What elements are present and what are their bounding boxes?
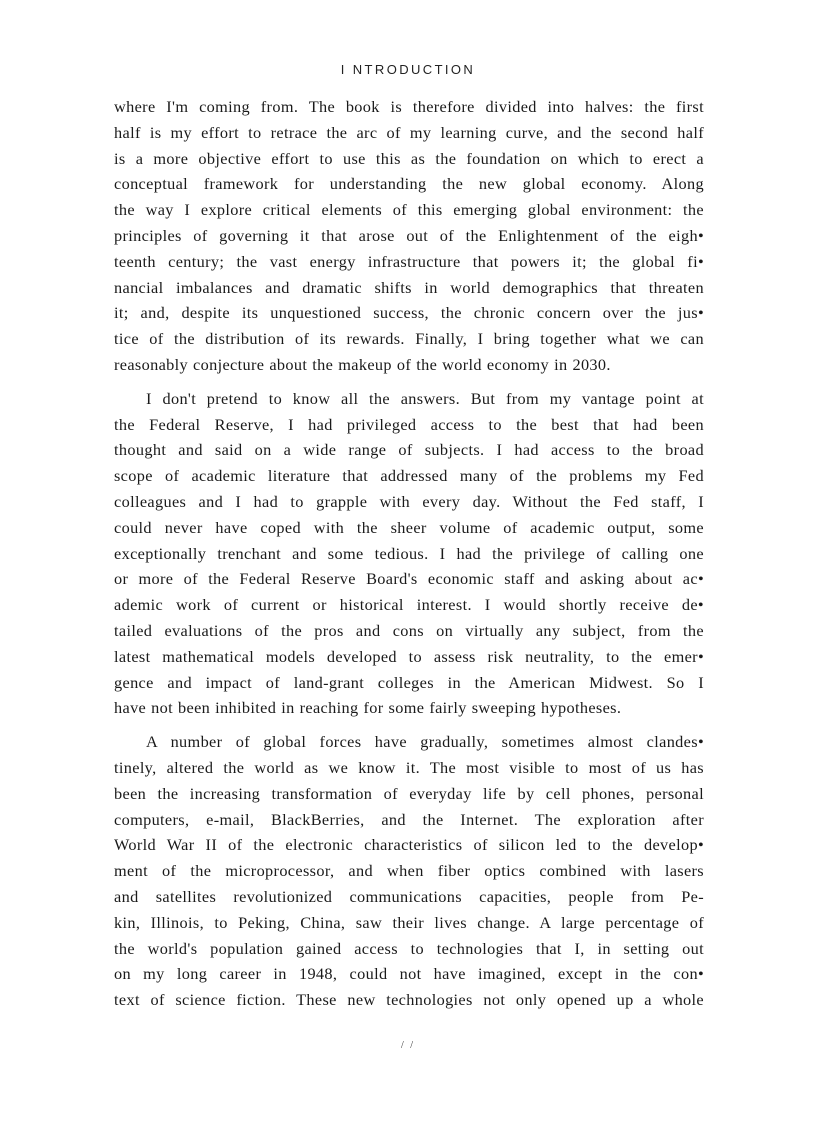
text-line: where I'm coming from. The book is therefore divided into halves: the first (114, 97, 704, 116)
text-line: A number of global forces have gradually, sometimes almost clandes• (146, 732, 704, 752)
text-line: the world's population gained access to technologies that I, in setting out (114, 938, 704, 958)
text-line: teenth century; the vast energy infrastructure that powers it; the global fi• (114, 251, 704, 271)
paragraph (114, 729, 704, 1013)
text-line: colleagues and I had to grapple with every day. Without the Fed staff, I (114, 491, 704, 511)
text-line: is a more objective effort to use this as the foundation on which to erect a (114, 148, 704, 168)
paragraph (114, 386, 704, 721)
running-head: I NTRODUCTION (340, 62, 476, 77)
text-line: exceptionally trenchant and some tedious. I had the privilege of calling one (114, 543, 704, 563)
text-line: thought and said on a wide range of subjects. I had access to the broad (114, 440, 704, 460)
text-line: or more of the Federal Reserve Board's economic staff and asking about ac• (114, 569, 704, 589)
text-line: I don't pretend to know all the answers. But from my vantage point at (146, 388, 704, 408)
text-line: nancial imbalances and dramatic shifts in world demographics that threaten (114, 277, 704, 297)
text-line: on my long career in 1948, could not have imagined, except in the con• (114, 964, 704, 984)
text-line: computers, e-mail, BlackBerries, and the Internet. The exploration after (114, 809, 704, 829)
text-line: kin, Illinois, to Peking, China, saw their lives change. A large percentage of (114, 912, 704, 932)
paragraph (114, 94, 704, 378)
page-number: / / (400, 1040, 416, 1051)
text-line: reasonably conjecture about the makeup of the world economy in 2030. (114, 354, 611, 374)
text-line: half is my effort to retrace the arc of my learning curve, and the second half (114, 122, 704, 142)
text-line: tinely, altered the world as we know it. The most visible to most of us has (114, 757, 704, 777)
text-line: tailed evaluations of the pros and cons on virtually any subject, from the (114, 620, 704, 640)
text-line: World War II of the electronic characteristics of silicon led to the develop• (114, 835, 704, 855)
text-line: tice of the distribution of its rewards. Finally, I bring together what we can (114, 329, 704, 349)
text-line: have not been inhibited in reaching for some fairly sweeping hypotheses. (114, 698, 622, 718)
text-line: the way I explore critical elements of this emerging global environment: the (114, 200, 704, 220)
text-line: the Federal Reserve, I had privileged access to the best that had been (114, 414, 704, 434)
text-line: ademic work of current or historical interest. I would shortly receive de• (114, 595, 704, 615)
text-line: gence and impact of land-grant colleges in the American Midwest. So I (114, 672, 704, 692)
text-line: ment of the microprocessor, and when fiber optics combined with lasers (114, 861, 704, 881)
text-line: it; and, despite its unquestioned success, the chronic concern over the jus• (114, 303, 704, 323)
text-line: text of science fiction. These new technologies not only opened up a whole (114, 990, 704, 1010)
text-line: been the increasing transformation of everyday life by cell phones, personal (114, 783, 704, 803)
body-text (114, 94, 704, 1021)
text-line: could never have coped with the sheer volume of academic output, some (114, 517, 704, 537)
text-line: scope of academic literature that addressed many of the problems my Fed (114, 466, 704, 486)
text-line: latest mathematical models developed to assess risk neutrality, to the emer• (114, 646, 704, 666)
text-line: and satellites revolutionized communications capacities, people from Pe- (114, 886, 704, 906)
text-line: principles of governing it that arose out of the Enlightenment of the eigh• (114, 225, 704, 245)
text-line: conceptual framework for understanding the new global economy. Along (114, 174, 704, 194)
